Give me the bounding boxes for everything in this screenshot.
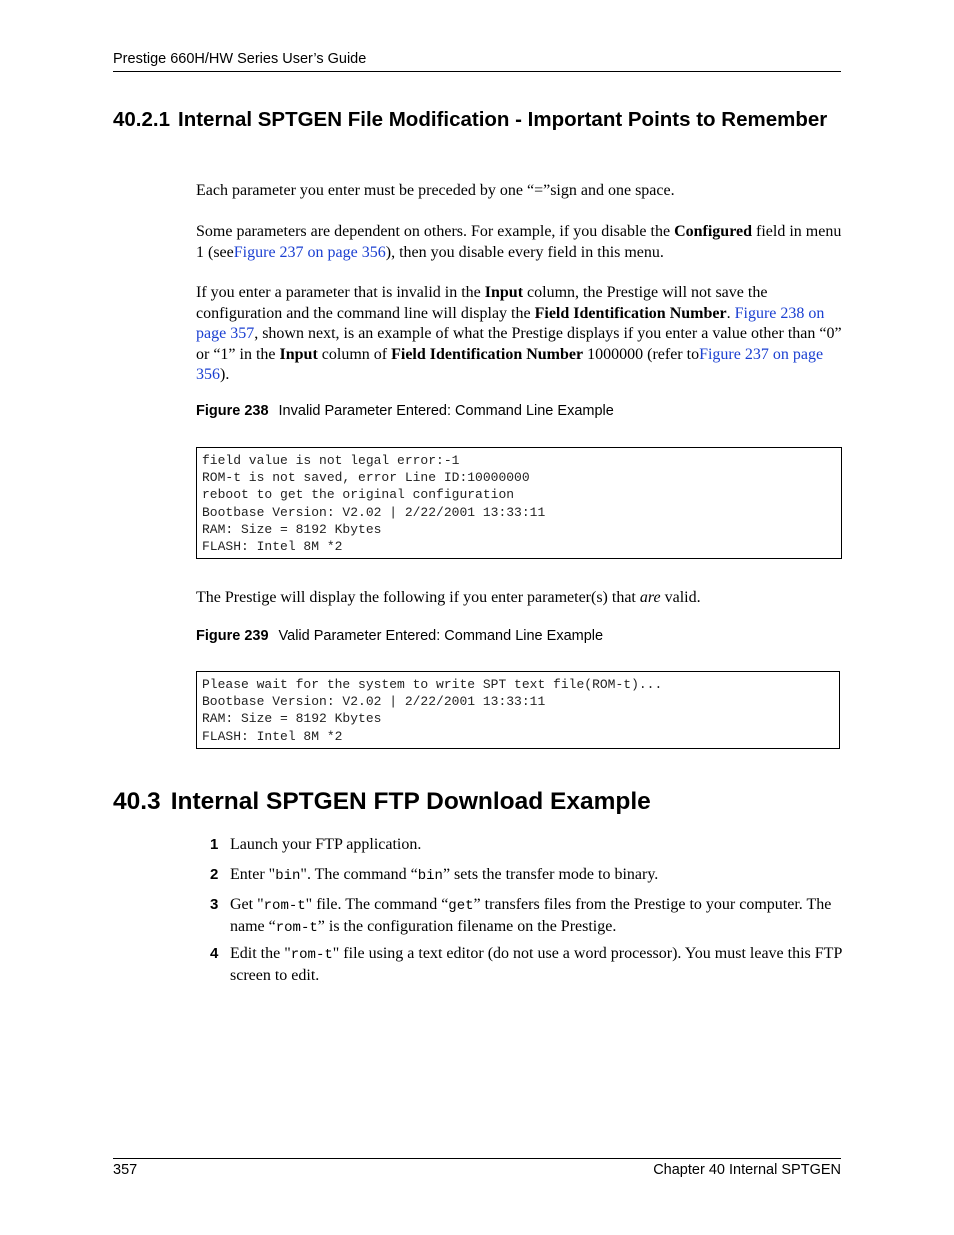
page-number: 357 <box>113 1162 138 1178</box>
figure-caption-text: Valid Parameter Entered: Command Line Example <box>278 628 604 644</box>
paragraph-valid-parameter: The Prestige will display the following if you enter parameter(s) that are valid. <box>196 589 701 606</box>
footer-rule <box>113 1158 841 1159</box>
section-heading-40-3 <box>113 788 651 816</box>
figure-238-code-box <box>196 447 842 559</box>
inline-code: bin <box>275 868 301 884</box>
figure-238-caption <box>196 403 614 419</box>
code-line: reboot to get the original configuration <box>202 487 515 503</box>
step-3 <box>210 895 850 938</box>
step-4 <box>210 944 850 986</box>
figure-number: Figure 238 <box>196 403 269 419</box>
step-1 <box>210 835 850 856</box>
paragraph-equals-sign: Each parameter you enter must be preceded by one “=”sign and one space. <box>196 182 675 199</box>
step-2 <box>210 865 850 887</box>
step-number: 1 <box>210 836 219 853</box>
figure-239-caption <box>196 628 603 644</box>
code-line: Please wait for the system to write SPT text file(ROM-t)... <box>202 677 663 692</box>
paragraph-invalid-parameter: If you enter a parameter that is invalid in the Input column, the Prestige will not save the configuration and the command line will display the Field Identification Number. Figure 238 on page 357, shown next, is an example of what the Prestige displays if you enter a value other than “0” or “1” in the Input column of Field Identification Number 1000000 (refer toFigure 237 on page 356). <box>196 284 842 383</box>
inline-code: rom-t <box>263 898 306 914</box>
code-line: field value is not legal error:-1 <box>202 453 460 468</box>
step-text: Edit the "rom-t" file using a text editor (do not use a word processor). You must leave this FTP screen to edit. <box>230 945 842 984</box>
section-title: Internal SPTGEN File Modification - Important Points to Remember <box>178 108 828 131</box>
step-number: 2 <box>210 866 219 883</box>
code-line: RAM: Size = 8192 Kbytes <box>202 521 382 537</box>
figure-number: Figure 239 <box>196 628 269 644</box>
chapter-title: Chapter 40 Internal SPTGEN <box>653 1162 841 1178</box>
code-line: ROM-t is not saved, error Line ID:10000000 <box>202 470 530 486</box>
inline-code: rom-t <box>275 919 318 936</box>
paragraph-dependent-parameters: Some parameters are dependent on others. For example, if you disable the Configured field in menu 1 (seeFigure 237 on page 356), then you disable every field in this menu. <box>196 223 842 261</box>
step-text: Get "rom-t" file. The command “get” transfers files from the Prestige to your computer. The name “rom-t” is the configuration filename on the Prestige. <box>230 896 832 936</box>
code-line: FLASH: Intel 8M *2 <box>202 728 343 744</box>
figure-239-code-box <box>196 671 840 749</box>
section-heading-40-2-1 <box>113 106 833 133</box>
step-text: Enter "bin". The command “bin” sets the transfer mode to binary. <box>230 866 659 884</box>
code-line: Bootbase Version: V2.02 | 2/22/2001 13:33:11 <box>202 504 546 520</box>
step-number: 3 <box>210 896 219 913</box>
section-title: Internal SPTGEN FTP Download Example <box>170 788 651 815</box>
step-text: Launch your FTP application. <box>230 836 422 853</box>
link-figure-238[interactable]: Figure 238 on page 357 <box>196 304 825 342</box>
code-line: Bootbase Version: V2.02 | 2/22/2001 13:33:11 <box>202 694 546 710</box>
code-line: RAM: Size = 8192 Kbytes <box>202 711 382 727</box>
code-line: FLASH: Intel 8M *2 <box>202 539 343 555</box>
inline-code: get <box>448 898 474 914</box>
inline-code: bin <box>417 868 443 884</box>
section-number: 40.3 <box>113 788 161 815</box>
header-rule <box>113 71 841 72</box>
figure-caption-text: Invalid Parameter Entered: Command Line Example <box>278 403 614 419</box>
link-figure-237[interactable]: Figure 237 on page 356 <box>233 243 386 261</box>
inline-code: rom-t <box>290 947 333 963</box>
link-figure-237-b[interactable]: Figure 237 on page 356 <box>196 345 824 383</box>
step-number: 4 <box>210 945 219 962</box>
running-header: Prestige 660H/HW Series User’s Guide <box>113 51 367 67</box>
section-number: 40.2.1 <box>113 108 170 131</box>
